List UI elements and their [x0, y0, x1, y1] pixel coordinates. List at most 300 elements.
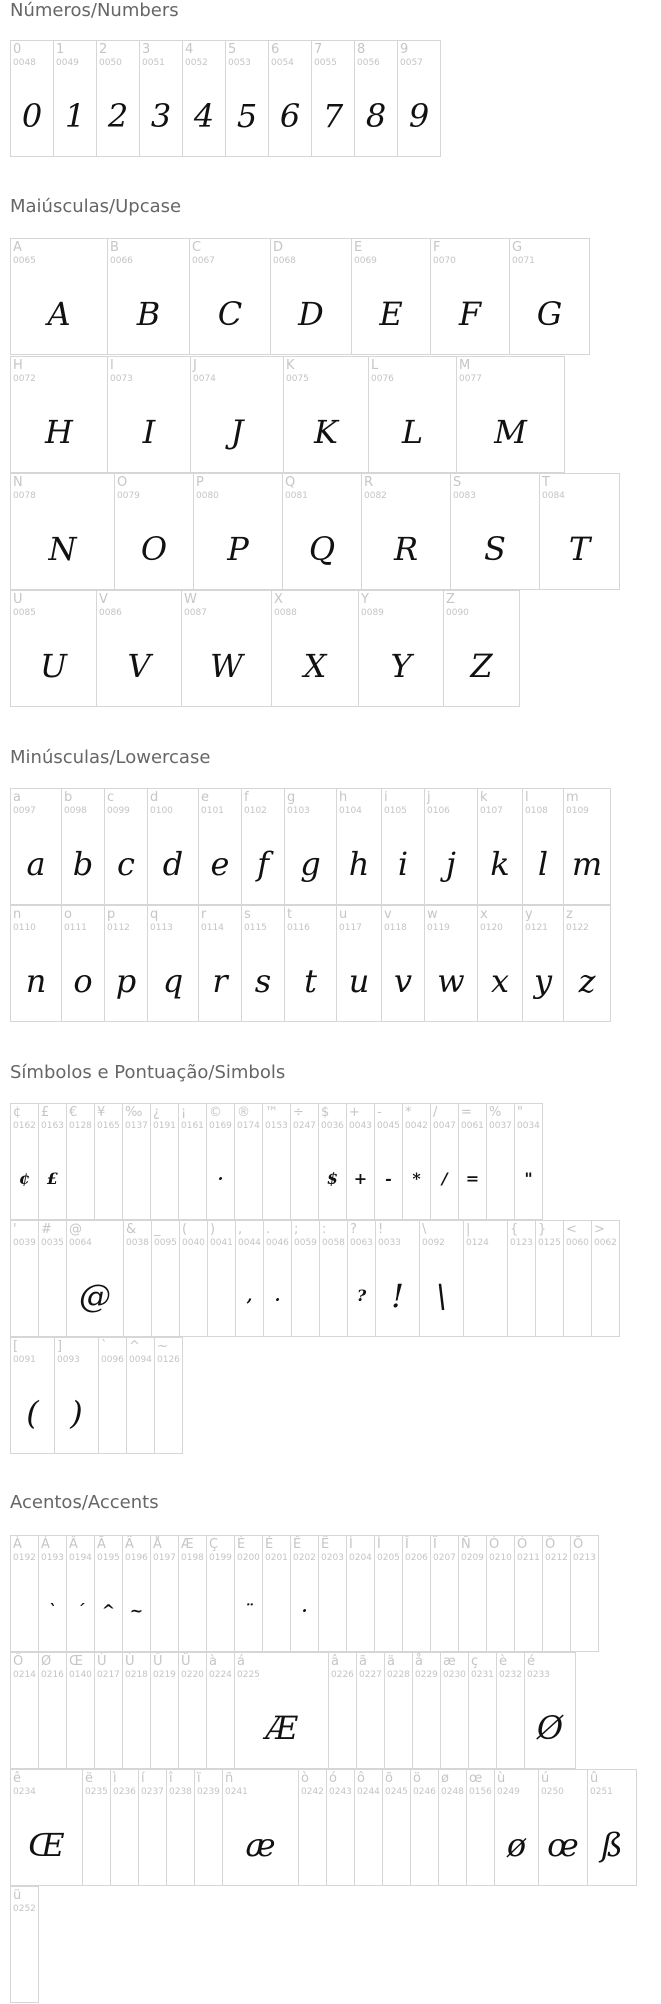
glyph-preview: *	[412, 1169, 421, 1188]
glyph-row	[10, 788, 611, 905]
glyph-cell	[235, 1220, 264, 1337]
glyph-preview: A	[47, 294, 71, 333]
glyph-character-label: Ø	[41, 1654, 52, 1669]
glyph-code-label: 0096	[101, 1355, 124, 1365]
glyph-character-label: û	[590, 1771, 599, 1786]
glyph-code-label: 0199	[209, 1553, 232, 1563]
glyph-preview	[347, 1570, 374, 1651]
glyph-code-label: 0239	[197, 1787, 220, 1797]
glyph-code-label: 0252	[13, 1904, 36, 1914]
glyph-cell	[494, 1769, 539, 1886]
glyph-preview	[292, 1255, 319, 1336]
glyph-character-label: õ	[385, 1771, 393, 1786]
glyph-code-label: 0198	[181, 1553, 204, 1563]
glyph-preview: +	[353, 1169, 368, 1188]
glyph-code-label: 0216	[41, 1670, 64, 1680]
glyph-code-label: 0242	[301, 1787, 324, 1797]
glyph-character-label: 5	[228, 42, 237, 57]
glyph-character-label: 7	[314, 42, 323, 57]
glyph-preview	[235, 1138, 262, 1219]
glyph-code-label: 0192	[13, 1553, 36, 1563]
glyph-cell	[486, 1535, 515, 1652]
glyph-code-label: 0073	[110, 374, 133, 384]
glyph-cell	[61, 788, 105, 905]
glyph-cell	[263, 1220, 292, 1337]
glyph-code-label: 0080	[196, 491, 219, 501]
glyph-code-label: 0202	[293, 1553, 316, 1563]
glyph-cell	[150, 1103, 179, 1220]
glyph-preview: Ø	[536, 1708, 564, 1747]
glyph-code-label: 0124	[466, 1238, 489, 1248]
glyph-preview: z	[578, 961, 596, 1000]
glyph-character-label: c	[107, 790, 115, 805]
glyph-character-label: Œ	[69, 1654, 83, 1669]
glyph-character-label: ¿	[153, 1105, 160, 1120]
section-title: Minúsculas/Lowercase	[10, 747, 211, 768]
glyph-code-label: 0201	[265, 1553, 288, 1563]
glyph-code-label: 0104	[339, 806, 362, 816]
glyph-cell	[147, 788, 199, 905]
glyph-cell	[190, 356, 284, 473]
glyph-cell	[206, 1535, 235, 1652]
glyph-preview	[469, 1687, 496, 1768]
glyph-cell	[66, 1220, 124, 1337]
glyph-preview	[155, 1372, 182, 1453]
glyph-character-label: Î	[405, 1537, 409, 1552]
glyph-code-label: 0060	[566, 1238, 589, 1248]
glyph-cell	[570, 1535, 599, 1652]
glyph-preview: =	[465, 1169, 480, 1188]
glyph-preview: w	[437, 961, 465, 1000]
glyph-cell	[194, 1769, 223, 1886]
glyph-preview	[207, 1570, 234, 1651]
glyph-preview: æ	[245, 1825, 276, 1864]
glyph-preview: 7	[322, 96, 344, 135]
glyph-code-label: 0077	[459, 374, 482, 384]
glyph-code-label: 0228	[387, 1670, 410, 1680]
glyph-cell	[122, 1535, 151, 1652]
glyph-code-label: 0226	[331, 1670, 354, 1680]
glyph-cell	[10, 238, 108, 355]
glyph-cell	[193, 473, 283, 590]
glyph-preview	[123, 1687, 150, 1768]
glyph-code-label: 0062	[594, 1238, 617, 1248]
glyph-preview	[487, 1138, 514, 1219]
glyph-cell	[507, 1220, 536, 1337]
glyph-preview	[95, 1138, 122, 1219]
section-title: Símbolos e Pontuação/Simbols	[10, 1062, 286, 1083]
glyph-cell	[477, 788, 523, 905]
glyph-cell	[382, 1769, 411, 1886]
glyph-cell	[38, 1220, 67, 1337]
glyph-preview	[39, 1687, 66, 1768]
glyph-preview	[441, 1687, 468, 1768]
glyph-character-label: i	[384, 790, 388, 805]
glyph-code-label: 0248	[441, 1787, 464, 1797]
glyph-character-label: w	[427, 907, 438, 922]
glyph-character-label: U	[13, 592, 23, 607]
glyph-character-label: :	[322, 1222, 327, 1237]
glyph-cell	[151, 1220, 180, 1337]
glyph-cell	[225, 40, 269, 157]
glyph-preview	[95, 1687, 122, 1768]
glyph-cell	[234, 1103, 263, 1220]
glyph-character-label: €	[69, 1105, 78, 1120]
glyph-preview: R	[393, 529, 419, 568]
glyph-character-label: ï	[197, 1771, 201, 1786]
glyph-code-label: 0039	[13, 1238, 36, 1248]
glyph-preview: F	[458, 294, 482, 333]
glyph-cell	[424, 905, 478, 1022]
glyph-preview: (	[26, 1393, 39, 1432]
glyph-character-label: ü	[13, 1888, 22, 1903]
glyph-preview: 5	[236, 96, 258, 135]
glyph-preview	[83, 1804, 110, 1885]
glyph-cell	[430, 238, 510, 355]
glyph-preview: !	[391, 1276, 404, 1315]
glyph-preview: Q	[308, 529, 336, 568]
glyph-preview	[127, 1372, 154, 1453]
glyph-character-label: ú	[541, 1771, 550, 1786]
glyph-code-label: 0108	[525, 806, 548, 816]
glyph-cell	[524, 1652, 576, 1769]
glyph-preview: M	[494, 412, 527, 451]
glyph-preview	[571, 1570, 598, 1651]
glyph-code-label: 0090	[446, 608, 469, 618]
glyph-code-label: 0207	[433, 1553, 456, 1563]
glyph-code-label: 0235	[85, 1787, 108, 1797]
glyph-preview	[385, 1687, 412, 1768]
glyph-preview	[487, 1570, 514, 1651]
glyph-cell	[587, 1769, 637, 1886]
glyph-code-label: 0091	[13, 1355, 36, 1365]
glyph-cell	[54, 1337, 99, 1454]
glyph-character-label: A	[13, 240, 22, 255]
glyph-preview: G	[536, 294, 563, 333]
glyph-code-label: 0061	[461, 1121, 484, 1131]
glyph-character-label: _	[154, 1222, 161, 1237]
glyph-character-label: Í	[377, 1537, 381, 1552]
glyph-character-label: ç	[471, 1654, 479, 1669]
glyph-character-label: E	[354, 240, 363, 255]
section-title: Maiúsculas/Upcase	[10, 196, 182, 217]
glyph-code-label: 0056	[357, 58, 380, 68]
glyph-preview: Y	[390, 646, 412, 685]
glyph-preview: C	[217, 294, 243, 333]
glyph-code-label: 0116	[287, 923, 310, 933]
glyph-character-label: Û	[153, 1654, 163, 1669]
glyph-code-label: 0169	[209, 1121, 232, 1131]
glyph-cell	[10, 1220, 39, 1337]
glyph-cell	[241, 788, 285, 905]
glyph-preview	[67, 1138, 94, 1219]
glyph-character-label: ø	[441, 1771, 449, 1786]
glyph-cell	[150, 1652, 179, 1769]
glyph-code-label: 0225	[237, 1670, 260, 1680]
glyph-character-label: l	[525, 790, 529, 805]
glyph-character-label: -	[377, 1105, 382, 1120]
glyph-character-label: Â	[69, 1537, 78, 1552]
glyph-preview	[263, 1570, 290, 1651]
glyph-cell	[166, 1769, 195, 1886]
glyph-character-label: B	[110, 240, 119, 255]
glyph-character-label: j	[427, 790, 431, 805]
glyph-cell	[356, 1652, 385, 1769]
glyph-cell	[282, 473, 362, 590]
glyph-code-label: 0040	[182, 1238, 205, 1248]
glyph-cell	[374, 1103, 403, 1220]
glyph-code-label: 0245	[385, 1787, 408, 1797]
glyph-preview: ´	[76, 1601, 85, 1620]
glyph-cell	[328, 1652, 357, 1769]
glyph-character-label: k	[480, 790, 488, 805]
glyph-code-label: 0137	[125, 1121, 148, 1131]
glyph-character-label: Ä	[125, 1537, 134, 1552]
glyph-cell	[298, 1769, 327, 1886]
glyph-preview: h	[348, 844, 370, 883]
glyph-character-label: <	[566, 1222, 577, 1237]
glyph-preview: r	[212, 961, 228, 1000]
glyph-character-label: ™	[265, 1105, 278, 1120]
glyph-character-label: e	[201, 790, 209, 805]
glyph-cell	[419, 1220, 464, 1337]
glyph-character-label: G	[512, 240, 523, 255]
glyph-code-label: 0072	[13, 374, 36, 384]
glyph-code-label: 0054	[271, 58, 294, 68]
glyph-character-label: é	[527, 1654, 535, 1669]
glyph-preview: Z	[470, 646, 493, 685]
glyph-preview	[411, 1804, 438, 1885]
glyph-cell	[10, 1535, 39, 1652]
glyph-preview: 8	[365, 96, 387, 135]
glyph-code-label: 0205	[377, 1553, 400, 1563]
glyph-character-label: ¥	[97, 1105, 106, 1120]
glyph-cell	[351, 238, 431, 355]
glyph-preview: i	[397, 844, 409, 883]
glyph-cell	[10, 1103, 39, 1220]
glyph-cell	[10, 590, 97, 707]
glyph-code-label: 0161	[181, 1121, 204, 1131]
glyph-code-label: 0238	[169, 1787, 192, 1797]
glyph-character-label: d	[150, 790, 159, 805]
glyph-code-label: 0059	[294, 1238, 317, 1248]
glyph-character-label: 9	[400, 42, 409, 57]
glyph-row	[10, 356, 565, 473]
glyph-row	[10, 1103, 543, 1220]
glyph-character-label: #	[41, 1222, 52, 1237]
glyph-preview: a	[26, 844, 46, 883]
glyph-preview: ß	[601, 1825, 623, 1864]
glyph-code-label: 0110	[13, 923, 36, 933]
glyph-code-label: 0088	[274, 608, 297, 618]
glyph-character-label: ©	[209, 1105, 222, 1120]
glyph-cell	[514, 1103, 543, 1220]
glyph-code-label: 0068	[273, 256, 296, 266]
glyph-code-label: 0200	[237, 1553, 260, 1563]
glyph-character-label: Õ	[573, 1537, 584, 1552]
glyph-preview: f	[257, 844, 269, 883]
glyph-preview: n	[25, 961, 47, 1000]
glyph-preview: Œ	[28, 1825, 65, 1864]
glyph-cell	[270, 238, 352, 355]
glyph-cell	[262, 1103, 291, 1220]
glyph-character-label: Ã	[97, 1537, 106, 1552]
glyph-cell	[283, 356, 369, 473]
glyph-character-label: Ü	[181, 1654, 191, 1669]
glyph-preview	[508, 1255, 535, 1336]
glyph-code-label: 0219	[153, 1670, 176, 1680]
glyph-character-label: T	[542, 475, 550, 490]
glyph-code-label: 0163	[41, 1121, 64, 1131]
glyph-preview: @	[79, 1276, 111, 1315]
glyph-cell	[284, 788, 337, 905]
glyph-cell	[538, 1769, 588, 1886]
glyph-character-label: 3	[142, 42, 151, 57]
glyph-code-label: 0043	[349, 1121, 372, 1131]
glyph-cell	[66, 1103, 95, 1220]
glyph-cell	[38, 1652, 67, 1769]
glyph-preview	[180, 1255, 207, 1336]
glyph-preview: y	[533, 961, 553, 1000]
glyph-character-label: È	[237, 1537, 246, 1552]
glyph-character-label: ~	[157, 1339, 168, 1354]
glyph-cell	[107, 356, 191, 473]
glyph-preview: V	[127, 646, 151, 685]
glyph-preview	[11, 1921, 38, 2002]
glyph-row	[10, 1769, 637, 1886]
glyph-character-label: h	[339, 790, 348, 805]
glyph-preview	[263, 1138, 290, 1219]
glyph-code-label: 0051	[142, 58, 165, 68]
glyph-preview	[515, 1570, 542, 1651]
glyph-code-label: 0140	[69, 1670, 92, 1680]
glyph-character-label: u	[339, 907, 348, 922]
glyph-preview: J	[230, 412, 244, 451]
glyph-code-label: 0093	[57, 1355, 80, 1365]
glyph-code-label: 0162	[13, 1121, 36, 1131]
glyph-code-label: 0079	[117, 491, 140, 501]
glyph-code-label: 0095	[154, 1238, 177, 1248]
glyph-character-label: è	[499, 1654, 507, 1669]
glyph-cell	[591, 1220, 620, 1337]
glyph-code-label: 0037	[489, 1121, 512, 1131]
glyph-code-label: 0227	[359, 1670, 382, 1680]
glyph-character-label: '	[13, 1222, 17, 1237]
glyph-character-label: N	[13, 475, 23, 490]
glyph-preview	[11, 1687, 38, 1768]
glyph-character-label: >	[594, 1222, 605, 1237]
glyph-preview: $	[326, 1169, 339, 1188]
glyph-preview	[459, 1570, 486, 1651]
glyph-character-label: z	[566, 907, 573, 922]
glyph-preview: g	[300, 844, 321, 883]
glyph-character-label: Å	[153, 1537, 162, 1552]
glyph-cell	[66, 1652, 95, 1769]
glyph-preview	[467, 1804, 494, 1885]
glyph-code-label: 0123	[510, 1238, 533, 1248]
glyph-code-label: 0042	[405, 1121, 428, 1131]
glyph-code-label: 0211	[517, 1553, 540, 1563]
glyph-preview: W	[210, 646, 243, 685]
glyph-preview	[67, 1687, 94, 1768]
glyph-code-label: 0247	[293, 1121, 316, 1131]
glyph-preview	[195, 1804, 222, 1885]
glyph-cell	[346, 1103, 375, 1220]
glyph-code-label: 0071	[512, 256, 535, 266]
glyph-character-label: ê	[13, 1771, 21, 1786]
glyph-code-label: 0103	[287, 806, 310, 816]
glyph-character-label: v	[384, 907, 392, 922]
glyph-preview	[208, 1255, 235, 1336]
glyph-cell	[104, 905, 148, 1022]
glyph-cell	[402, 1103, 431, 1220]
glyph-preview	[124, 1255, 151, 1336]
glyph-character-label: ä	[387, 1654, 395, 1669]
glyph-cell	[82, 1769, 111, 1886]
glyph-cell	[522, 788, 564, 905]
glyph-preview: -	[385, 1169, 392, 1188]
glyph-cell	[358, 590, 444, 707]
glyph-code-label: 0098	[64, 806, 87, 816]
glyph-preview	[151, 1570, 178, 1651]
glyph-preview: ¢	[18, 1169, 31, 1188]
glyph-character-label: V	[99, 592, 108, 607]
glyph-code-label: 0206	[405, 1553, 428, 1563]
glyph-code-label: 0236	[113, 1787, 136, 1797]
glyph-code-label: 0246	[413, 1787, 436, 1797]
glyph-character-label: á	[237, 1654, 245, 1669]
glyph-character-label: p	[107, 907, 116, 922]
glyph-preview	[179, 1570, 206, 1651]
glyph-cell	[326, 1769, 355, 1886]
glyph-character-label: 2	[99, 42, 108, 57]
glyph-preview	[464, 1255, 507, 1336]
glyph-code-label: 0237	[141, 1787, 164, 1797]
glyph-character-label: 1	[56, 42, 65, 57]
glyph-cell	[336, 905, 382, 1022]
glyph-code-label: 0214	[13, 1670, 36, 1680]
glyph-preview: t	[304, 961, 317, 1000]
glyph-cell	[466, 1769, 495, 1886]
glyph-code-label: 0092	[422, 1238, 445, 1248]
glyph-code-label: 0210	[489, 1553, 512, 1563]
glyph-cell	[66, 1535, 95, 1652]
glyph-preview: 0	[21, 96, 43, 135]
glyph-preview	[439, 1804, 466, 1885]
glyph-cell	[347, 1220, 376, 1337]
glyph-preview: ·	[217, 1169, 224, 1188]
glyph-preview: j	[446, 844, 456, 883]
glyph-preview	[564, 1255, 591, 1336]
glyph-preview: ^	[101, 1601, 116, 1620]
glyph-character-label: ®	[237, 1105, 250, 1120]
glyph-code-label: 0119	[427, 923, 450, 933]
glyph-preview: D	[298, 294, 324, 333]
glyph-preview	[139, 1804, 166, 1885]
glyph-row	[10, 1652, 576, 1769]
glyph-code-label: 0241	[225, 1787, 248, 1797]
glyph-preview	[207, 1687, 234, 1768]
glyph-code-label: 0038	[126, 1238, 149, 1248]
glyph-code-label: 0064	[69, 1238, 92, 1248]
glyph-preview	[299, 1804, 326, 1885]
glyph-preview: k	[490, 844, 510, 883]
glyph-code-label: 0153	[265, 1121, 288, 1131]
glyph-cell	[496, 1652, 525, 1769]
glyph-cell	[147, 905, 199, 1022]
glyph-cell	[182, 40, 226, 157]
glyph-character-label: b	[64, 790, 73, 805]
